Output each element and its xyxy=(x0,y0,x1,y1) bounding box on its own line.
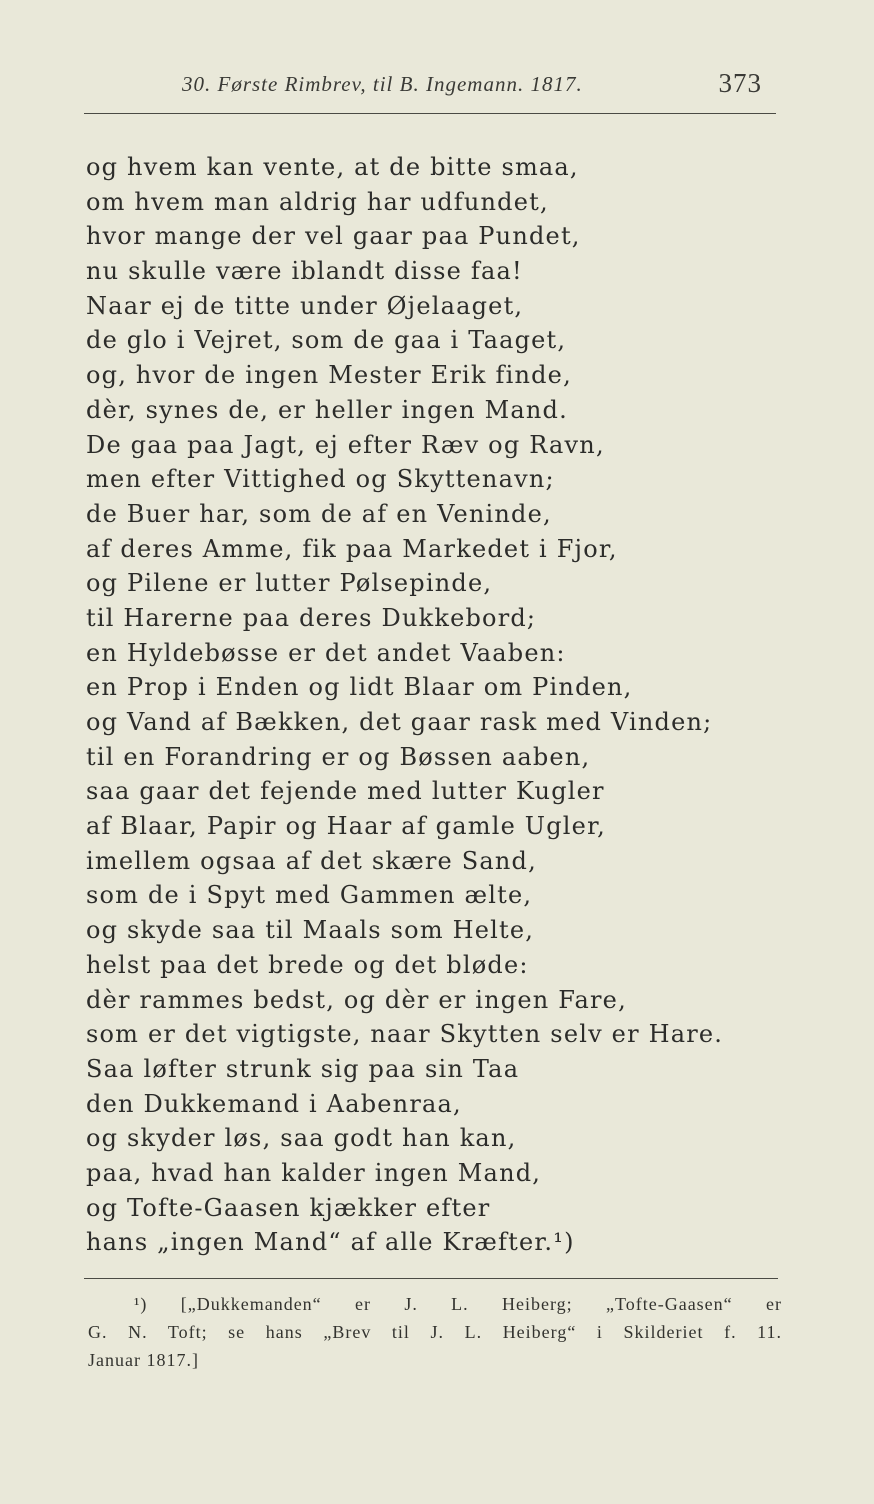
footnote xyxy=(88,1290,782,1374)
footnote-rule xyxy=(84,1278,778,1279)
verse-line: dèr rammes bedst, og dèr er ingen Fare, xyxy=(86,985,627,1014)
verse-line: paa, hvad han kalder ingen Mand, xyxy=(86,1158,542,1187)
verse-line: til en Forandring er og Bøssen aaben, xyxy=(86,742,591,771)
verse-line: og skyder løs, saa godt han kan, xyxy=(86,1124,517,1153)
footnote-line: ¹) [„Dukkemanden“ er J. L. Heiberg; „Tofte-Gaasen“ er xyxy=(134,1294,782,1314)
footnote-line: G. N. Toft; se hans „Brev til J. L. Heiberg“ i Skilderiet f. 11. xyxy=(88,1322,782,1342)
verse-line: de glo i Vejret, som de gaa i Taaget, xyxy=(86,326,567,355)
verse-line: og Pilene er lutter Pølsepinde, xyxy=(86,569,493,598)
verse-line: en Prop i Enden og lidt Blaar om Pinden, xyxy=(86,673,633,702)
verse-line: af deres Amme, fik paa Markedet i Fjor, xyxy=(86,534,618,563)
verse-line: om hvem man aldrig har udfundet, xyxy=(86,187,549,216)
running-head-title: 30. Første Rimbrev, til B. Ingemann. 1817. xyxy=(182,72,583,96)
verse-line: og Vand af Bækken, det gaar rask med Vinden; xyxy=(86,708,713,736)
page-number: 373 xyxy=(718,68,762,98)
footnote-line: Januar 1817.] xyxy=(88,1350,199,1370)
verse-line: en Hyldebøsse er det andet Vaaben: xyxy=(86,638,566,667)
verse-line: og, hvor de ingen Mester Erik finde, xyxy=(86,361,572,390)
header-rule xyxy=(84,113,776,114)
verse-line: helst paa det brede og det bløde: xyxy=(86,950,529,979)
verse-line: og Tofte-Gaasen kjækker efter xyxy=(86,1193,491,1222)
verse-line: Naar ej de titte under Øjelaaget, xyxy=(86,291,524,320)
verse-line: de Buer har, som de af en Veninde, xyxy=(86,499,552,528)
verse-line: og hvem kan vente, at de bitte smaa, xyxy=(86,153,579,181)
verse-line: nu skulle være iblandt disse faa! xyxy=(86,257,523,286)
verse-line: dèr, synes de, er heller ingen Mand. xyxy=(86,395,568,424)
verse-line: De gaa paa Jagt, ej efter Ræv og Ravn, xyxy=(86,430,605,459)
verse-line: hans „ingen Mand“ af alle Kræfter.¹) xyxy=(86,1228,575,1257)
verse-line: den Dukkemand i Aabenraa, xyxy=(86,1089,462,1118)
verse-line: til Harerne paa deres Dukkebord; xyxy=(86,603,537,632)
running-head xyxy=(170,66,770,106)
verse-line: imellem ogsaa af det skære Sand, xyxy=(86,846,537,875)
verse-line: af Blaar, Papir og Haar af gamle Ugler, xyxy=(86,812,606,841)
verse-line: og skyde saa til Maals som Helte, xyxy=(86,916,535,945)
verse-line: Saa løfter strunk sig paa sin Taa xyxy=(86,1054,520,1083)
verse-line: hvor mange der vel gaar paa Pundet, xyxy=(86,222,581,251)
verse-line: som er det vigtigste, naar Skytten selv er Hare. xyxy=(86,1020,724,1049)
verse-line: som de i Spyt med Gammen ælte, xyxy=(86,881,533,910)
verse-line: saa gaar det fejende med lutter Kugler xyxy=(86,777,605,806)
verse-line: men efter Vittighed og Skyttenavn; xyxy=(86,465,555,494)
verse-block xyxy=(86,150,786,1260)
